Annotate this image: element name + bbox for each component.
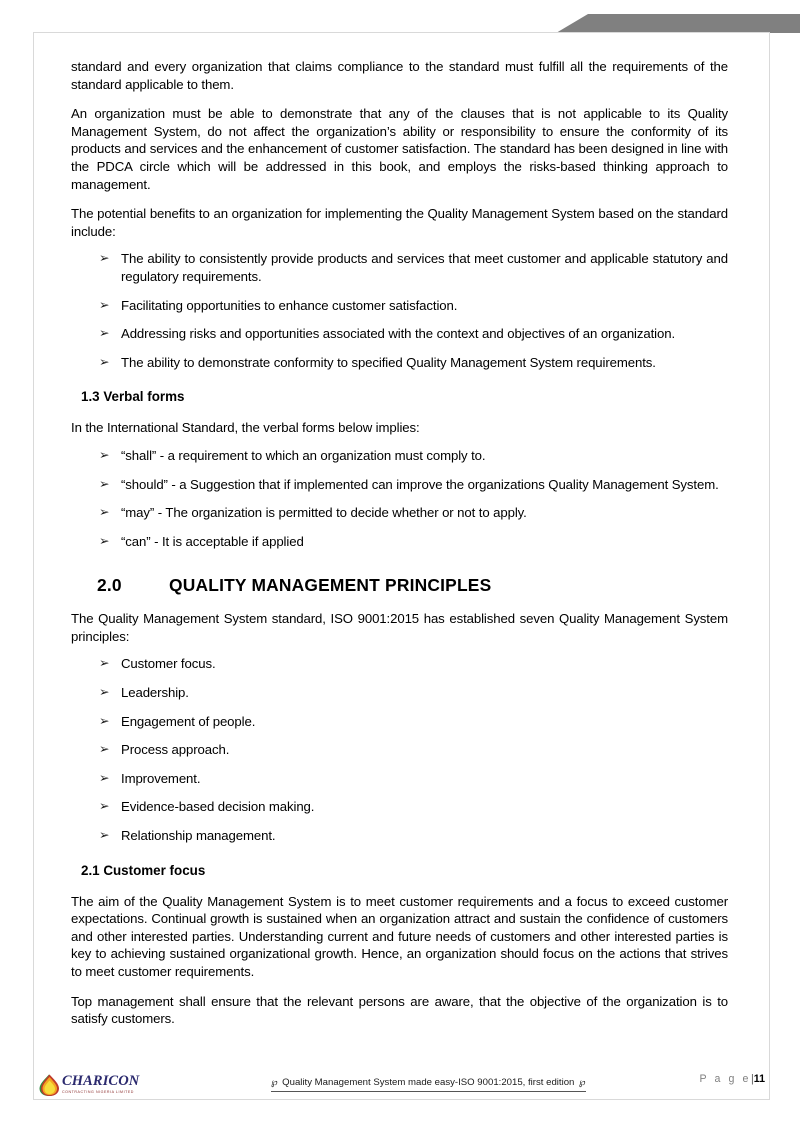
list-item-label: Process approach.	[121, 742, 230, 758]
list-item	[71, 770, 728, 788]
heading-customer-focus: 2.1 Customer focus	[81, 862, 206, 878]
list-item	[71, 684, 728, 702]
logo-company-name: CHARICON	[62, 1073, 140, 1089]
arrow-bullet-icon: ➢	[99, 533, 110, 548]
list-item	[71, 325, 728, 343]
list-item-label: The ability to demonstrate conformity to specified Quality Management System requirements.	[121, 354, 656, 370]
paragraph-organization-demonstrate: An organization must be able to demonstrate that any of the clauses that is not applicable to its Quality Management System, do not affect the organization’s ability or responsibility to ensure the conformity of its products and services and the enhancement of customer satisfaction. The standard has been designed in line with the PDCA circle which will be addressed in this book, and employs the risks-based thinking approach to management.	[71, 106, 728, 192]
benefits-list	[71, 250, 728, 371]
footer-book-title-inner	[271, 1072, 586, 1092]
ornament-right-icon: ℘	[578, 1077, 586, 1088]
logo-tagline: CONTRACTING NIGERIA LIMITED	[62, 1090, 134, 1094]
heading-quality-management-principles	[71, 574, 728, 596]
list-item	[71, 297, 728, 315]
arrow-bullet-icon: ➢	[99, 505, 110, 520]
arrow-bullet-icon: ➢	[99, 685, 110, 700]
list-item-label: “should” - a Suggestion that if implemented can improve the organizations Quality Management System.	[121, 476, 719, 492]
list-item-label: “shall” - a requirement to which an organization must comply to.	[121, 447, 486, 463]
list-item	[71, 741, 728, 759]
heading-title: QUALITY MANAGEMENT PRINCIPLES	[169, 575, 492, 596]
list-item-label: Customer focus.	[121, 656, 216, 672]
page-content	[71, 58, 728, 1040]
arrow-bullet-icon: ➢	[99, 326, 110, 341]
list-item-label: Engagement of people.	[121, 713, 256, 729]
arrow-bullet-icon: ➢	[99, 713, 110, 728]
page-footer	[33, 1068, 770, 1100]
arrow-bullet-icon: ➢	[99, 828, 110, 843]
arrow-bullet-icon: ➢	[99, 251, 110, 266]
page-number-indicator	[699, 1072, 765, 1086]
list-item	[71, 655, 728, 673]
list-item-label: The ability to consistently provide products and services that meet customer and applicable statutory and regulatory requirements.	[121, 251, 728, 284]
list-item-label: “may” - The organization is permitted to decide whether or not to apply.	[121, 505, 527, 521]
heading-number: 2.0	[97, 575, 122, 596]
verbal-forms-list	[71, 447, 728, 550]
paragraph-customer-focus-aim: The aim of the Quality Management System is to meet customer requirements and a focus to exceed customer expectations. Continual growth is sustained when an organization attract and sustain the confidence of customers and other interested parties. Understanding current and future needs of customers and other interested parties is key to achieving sustained organizational growth. Hence, an organization should focus on the actions that strives to meet customer requirements.	[71, 893, 728, 979]
flame-droplet-logo-icon	[37, 1073, 61, 1097]
list-item-label: “can” - It is acceptable if applied	[121, 533, 304, 549]
list-item	[71, 504, 728, 522]
arrow-bullet-icon: ➢	[99, 770, 110, 785]
arrow-bullet-icon: ➢	[99, 799, 110, 814]
footer-book-title	[271, 1072, 586, 1092]
list-item-label: Improvement.	[121, 770, 201, 786]
list-item-label: Evidence-based decision making.	[121, 799, 315, 815]
ornament-left-icon: ℘	[271, 1077, 278, 1088]
list-item-label: Addressing risks and opportunities associated with the context and objectives of an organization.	[121, 326, 676, 342]
arrow-bullet-icon: ➢	[99, 447, 110, 462]
list-item	[71, 476, 728, 494]
list-item	[71, 354, 728, 372]
list-item-label: Leadership.	[121, 685, 189, 701]
list-item	[71, 798, 728, 816]
arrow-bullet-icon: ➢	[99, 297, 110, 312]
company-logo	[37, 1071, 155, 1099]
paragraph-verbal-forms-intro: In the International Standard, the verbal forms below implies:	[71, 420, 420, 436]
arrow-bullet-icon: ➢	[99, 656, 110, 671]
list-item	[71, 713, 728, 731]
top-banner-decoration	[556, 14, 800, 33]
paragraph-potential-benefits: The potential benefits to an organization for implementing the Quality Management System based on the standard include:	[71, 206, 728, 239]
page-number: 11	[753, 1073, 765, 1085]
arrow-bullet-icon: ➢	[99, 354, 110, 369]
list-item-label: Facilitating opportunities to enhance customer satisfaction.	[121, 297, 458, 313]
arrow-bullet-icon: ➢	[99, 742, 110, 757]
paragraph-standard-compliance: standard and every organization that claims compliance to the standard must fulfill all the requirements of the standard applicable to them.	[71, 59, 728, 92]
page-label: P a g e	[699, 1073, 752, 1085]
list-item	[71, 533, 728, 551]
heading-verbal-forms: 1.3 Verbal forms	[81, 389, 185, 405]
principles-list	[71, 655, 728, 844]
logo-wordmark	[62, 1074, 154, 1095]
list-item	[71, 827, 728, 845]
list-item-label: Relationship management.	[121, 828, 276, 844]
arrow-bullet-icon: ➢	[99, 476, 110, 491]
paragraph-principles-intro: The Quality Management System standard, ISO 9001:2015 has established seven Quality Management System principles:	[71, 611, 728, 644]
list-item	[71, 250, 728, 285]
list-item	[71, 447, 728, 465]
page-separator: |	[751, 1073, 754, 1085]
footer-book-title-text: Quality Management System made easy-ISO 9001:2015, first edition	[282, 1077, 575, 1088]
paragraph-top-management: Top management shall ensure that the relevant persons are aware, that the objective of the organization is to satisfy customers.	[71, 993, 728, 1027]
